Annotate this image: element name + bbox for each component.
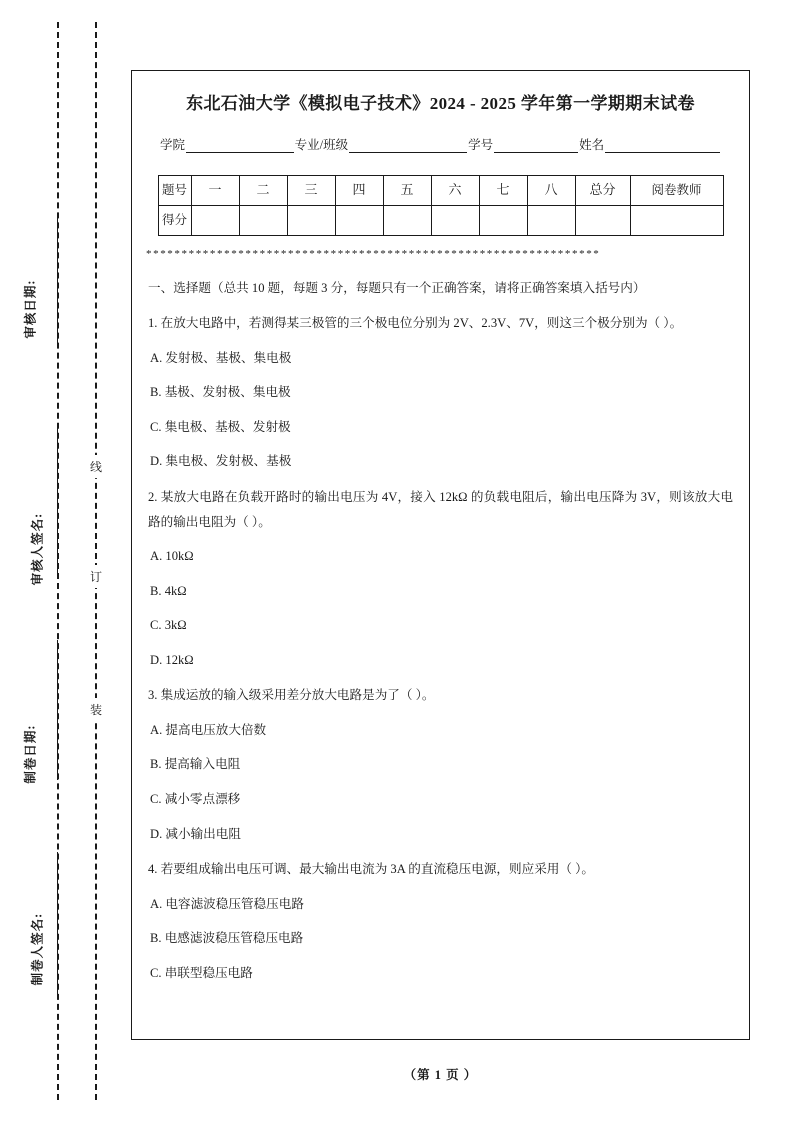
student-name-blank[interactable]	[605, 139, 720, 153]
margin-label-paper-signature: 制卷人签名:	[30, 912, 45, 986]
col-header-teacher: 阅卷教师	[630, 175, 723, 205]
question-stem-2: 2. 某放大电路在负载开路时的输出电压为 4V，接入 12kΩ 的负载电阻后，输出电压降为 3V，则该放大电路的输出电阻为（ ）。	[148, 490, 733, 529]
score-cell-5[interactable]	[383, 205, 431, 235]
score-cell-1[interactable]	[191, 205, 239, 235]
question-3-option-d[interactable]: D. 减小输出电阻	[150, 826, 241, 841]
margin-label-reviewer-signature: 审核人签名:	[30, 512, 45, 586]
student-id-blank[interactable]	[494, 139, 578, 153]
question-3-option-c[interactable]: C. 减小零点漂移	[150, 791, 241, 806]
page-footer: （第 1 页 ）	[403, 1068, 478, 1082]
page-title: 东北石油大学《模拟电子技术》2024 - 2025 学年第一学期期末试卷	[186, 94, 695, 113]
star-separator: ****************************************************************	[146, 248, 601, 260]
row-label-question-number: 题号	[158, 175, 191, 205]
major-class-label: 专业/班级	[294, 137, 349, 152]
binding-margin	[0, 0, 118, 1122]
fold-mark-seal: 装	[86, 698, 106, 721]
question-4-option-b[interactable]: B. 电感滤波稳压管稳压电路	[150, 931, 304, 946]
score-cell-2[interactable]	[239, 205, 287, 235]
question-1-option-d[interactable]: D. 集电极、发射极、基极	[150, 454, 292, 469]
college-label: 学院	[160, 137, 186, 152]
col-header-6: 六	[431, 175, 479, 205]
fold-mark-bind: 订	[86, 565, 106, 588]
margin-dashed-line-inner	[95, 22, 97, 1100]
col-header-4: 四	[335, 175, 383, 205]
score-cell-6[interactable]	[431, 205, 479, 235]
margin-label-paper-date: 制卷日期:	[23, 724, 38, 784]
table-row-scores	[158, 205, 723, 235]
score-cell-8[interactable]	[527, 205, 575, 235]
exam-paper-frame	[131, 70, 750, 1040]
questions-container	[146, 276, 735, 985]
margin-rule-3	[57, 640, 58, 780]
score-cell-7[interactable]	[479, 205, 527, 235]
margin-rule-2	[57, 428, 58, 573]
col-header-2: 二	[239, 175, 287, 205]
student-info-line	[146, 135, 735, 153]
student-id-label: 学号	[468, 137, 494, 152]
question-4-option-c[interactable]: C. 串联型稳压电路	[150, 965, 253, 980]
col-header-5: 五	[383, 175, 431, 205]
score-table	[158, 175, 724, 236]
col-header-7: 七	[479, 175, 527, 205]
margin-rule-1	[57, 215, 58, 345]
score-cell-3[interactable]	[287, 205, 335, 235]
question-2-option-a[interactable]: A. 10kΩ	[150, 549, 194, 564]
score-cell-teacher[interactable]	[630, 205, 723, 235]
col-header-3: 三	[287, 175, 335, 205]
row-label-score: 得分	[158, 205, 191, 235]
question-1-option-c[interactable]: C. 集电极、基极、发射极	[150, 419, 291, 434]
col-header-1: 一	[191, 175, 239, 205]
major-class-blank[interactable]	[349, 139, 467, 153]
question-3-option-a[interactable]: A. 提高电压放大倍数	[150, 722, 267, 737]
margin-label-review-date: 审核日期:	[23, 279, 38, 339]
question-1-option-a[interactable]: A. 发射极、基极、集电极	[150, 350, 292, 365]
fold-mark-line: 线	[86, 455, 106, 478]
score-cell-total[interactable]	[575, 205, 630, 235]
col-header-8: 八	[527, 175, 575, 205]
question-4-option-a[interactable]: A. 电容滤波稳压管稳压电路	[150, 896, 304, 911]
margin-rule-4	[57, 852, 58, 997]
question-2-option-d[interactable]: D. 12kΩ	[150, 652, 194, 667]
question-stem-3: 3. 集成运放的输入级采用差分放大电路是为了（ ）。	[148, 688, 435, 703]
table-row-question-numbers	[158, 175, 723, 205]
col-header-total: 总分	[575, 175, 630, 205]
question-2-option-b[interactable]: B. 4kΩ	[150, 583, 187, 598]
student-name-label: 姓名	[579, 137, 605, 152]
question-2-option-c[interactable]: C. 3kΩ	[150, 618, 187, 633]
college-blank[interactable]	[186, 139, 294, 153]
score-cell-4[interactable]	[335, 205, 383, 235]
question-3-option-b[interactable]: B. 提高输入电阻	[150, 757, 241, 772]
question-stem-1: 1. 在放大电路中，若测得某三极管的三个极电位分别为 2V、2.3V、7V，则这三个极分别为（ ）。	[148, 316, 683, 331]
section-heading-one: 一、选择题（总共 10 题，每题 3 分，每题只有一个正确答案，请将正确答案填入括号内）	[148, 280, 646, 295]
question-1-option-b[interactable]: B. 基极、发射极、集电极	[150, 385, 291, 400]
question-stem-4: 4. 若要组成输出电压可调、最大输出电流为 3A 的直流稳压电源，则应采用（ ）。	[148, 862, 595, 877]
